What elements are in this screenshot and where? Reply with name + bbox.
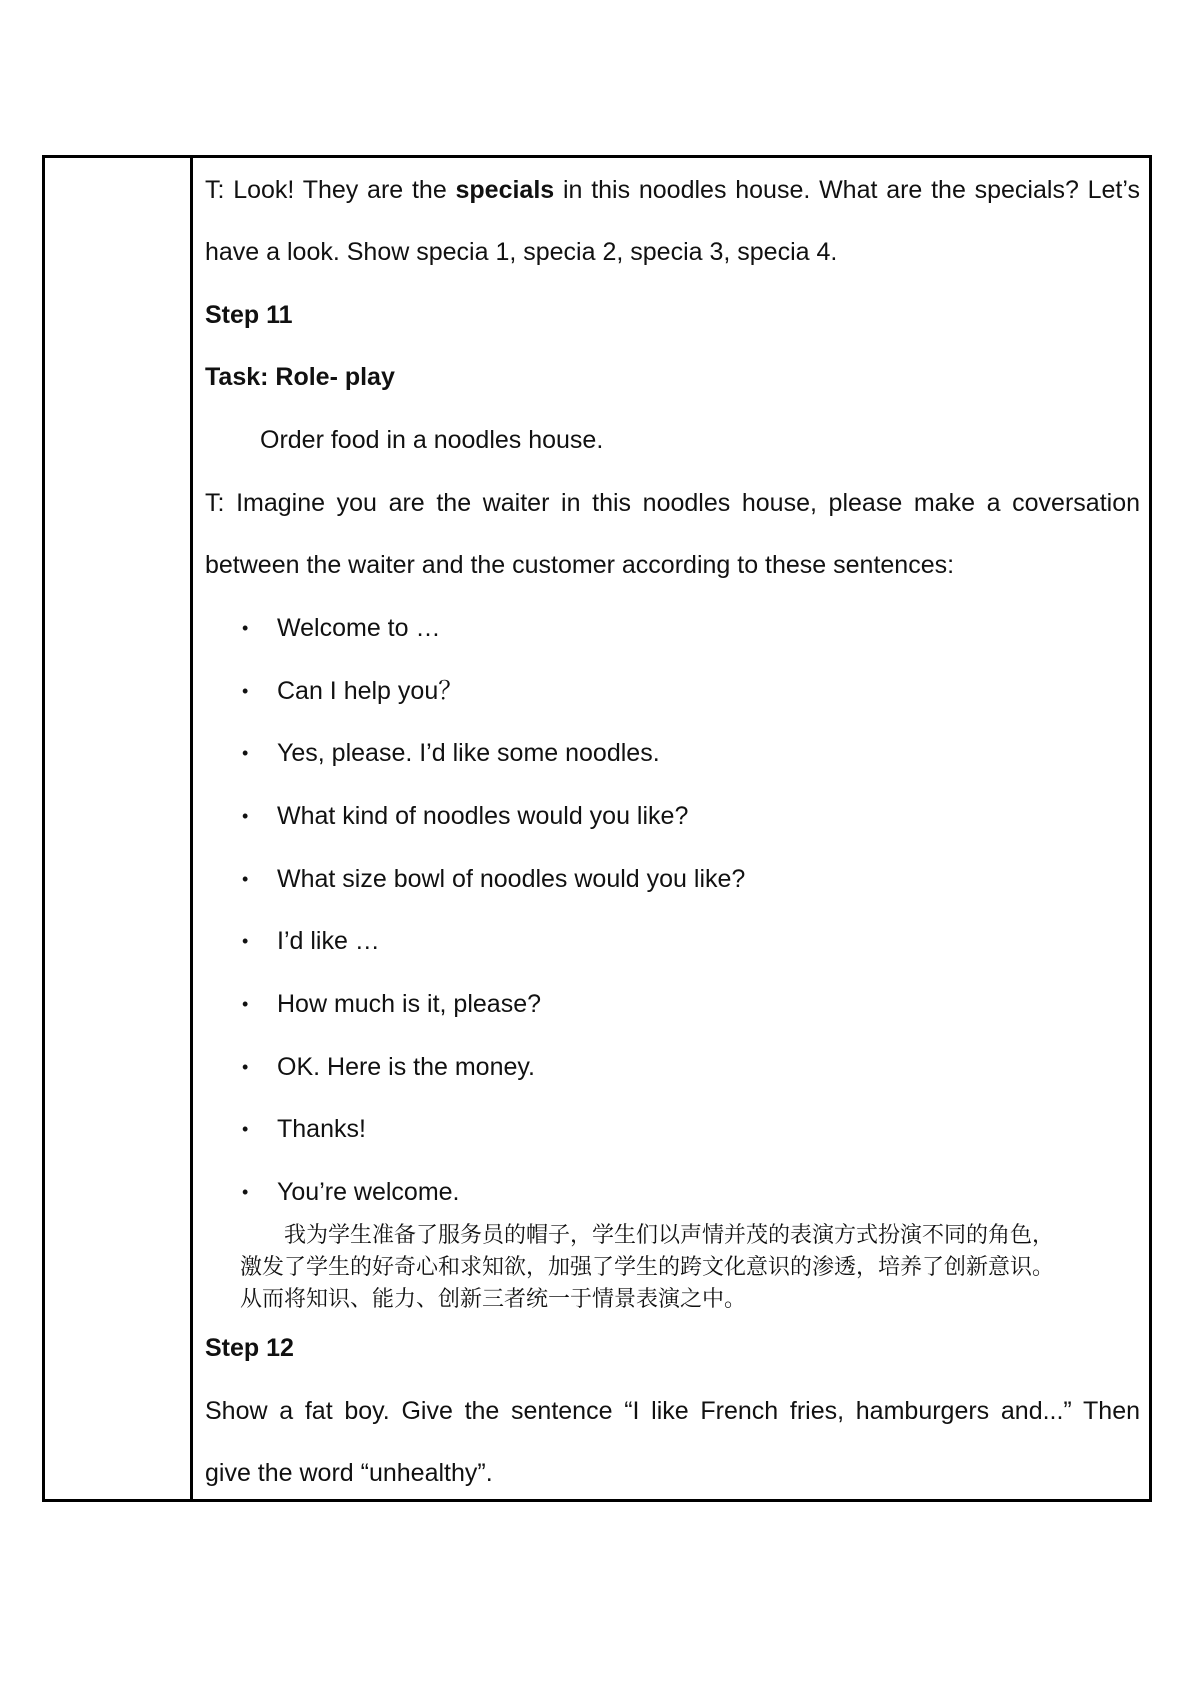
list-item: OK. Here is the money. bbox=[277, 1053, 535, 1081]
bullet-marker: • bbox=[242, 681, 249, 701]
bullet-marker: • bbox=[242, 806, 249, 826]
chinese-line: 从而将知识、能力、创新三者统一于情景表演之中。 bbox=[240, 1287, 747, 1312]
list-item: Welcome to … bbox=[277, 614, 441, 642]
imagine-line-1: T: Imagine you are the waiter in this noodles house, please make a coversation bbox=[205, 489, 1140, 517]
bullet-marker: • bbox=[242, 931, 249, 951]
step-12-heading: Step 12 bbox=[205, 1334, 294, 1362]
imagine-line-2: between the waiter and the customer according to these sentences: bbox=[205, 551, 955, 579]
chinese-line: 激发了学生的好奇心和求知欲，加强了学生的跨文化意识的渗透，培养了创新意识。 bbox=[240, 1255, 1055, 1280]
list-item: Yes, please. I’d like some noodles. bbox=[277, 739, 660, 767]
bullet-marker: • bbox=[242, 869, 249, 889]
chinese-line: 我为学生准备了服务员的帽子，学生们以声情并茂的表演方式扮演不同的角色， bbox=[284, 1223, 1055, 1248]
list-item: What kind of noodles would you like? bbox=[277, 802, 689, 830]
bullet-marker: • bbox=[242, 994, 249, 1014]
list-item: Thanks! bbox=[277, 1115, 366, 1143]
list-item: Can I help you？ bbox=[277, 677, 464, 705]
specials-emphasis: specials bbox=[455, 176, 555, 204]
list-item: You’re welcome. bbox=[277, 1178, 460, 1206]
list-item: I’d like … bbox=[277, 927, 380, 955]
bullet-marker: • bbox=[242, 1182, 249, 1202]
step-11-heading: Step 11 bbox=[205, 301, 293, 329]
step-12-line-2: give the word “unhealthy”. bbox=[205, 1459, 493, 1487]
chinese-commentary bbox=[240, 1220, 1130, 1316]
intro-line-2: have a look. Show specia 1, specia 2, specia 3, specia 4. bbox=[205, 238, 838, 266]
task-heading: Task: Role- play bbox=[205, 363, 395, 391]
step-12-line-1: Show a fat boy. Give the sentence “I like French fries, hamburgers and...” Then bbox=[205, 1397, 1140, 1425]
intro-line-1: T: Look! They are the specials in this noodles house. What are the specials? Let’s bbox=[205, 176, 1140, 204]
list-item: How much is it, please? bbox=[277, 990, 542, 1018]
bullet-marker: • bbox=[242, 1057, 249, 1077]
bullet-marker: • bbox=[242, 1119, 249, 1139]
bullet-marker: • bbox=[242, 618, 249, 638]
task-description: Order food in a noodles house. bbox=[260, 426, 604, 454]
bullet-marker: • bbox=[242, 743, 249, 763]
left-column-cell bbox=[45, 158, 193, 1499]
list-item: What size bowl of noodles would you like? bbox=[277, 865, 746, 893]
